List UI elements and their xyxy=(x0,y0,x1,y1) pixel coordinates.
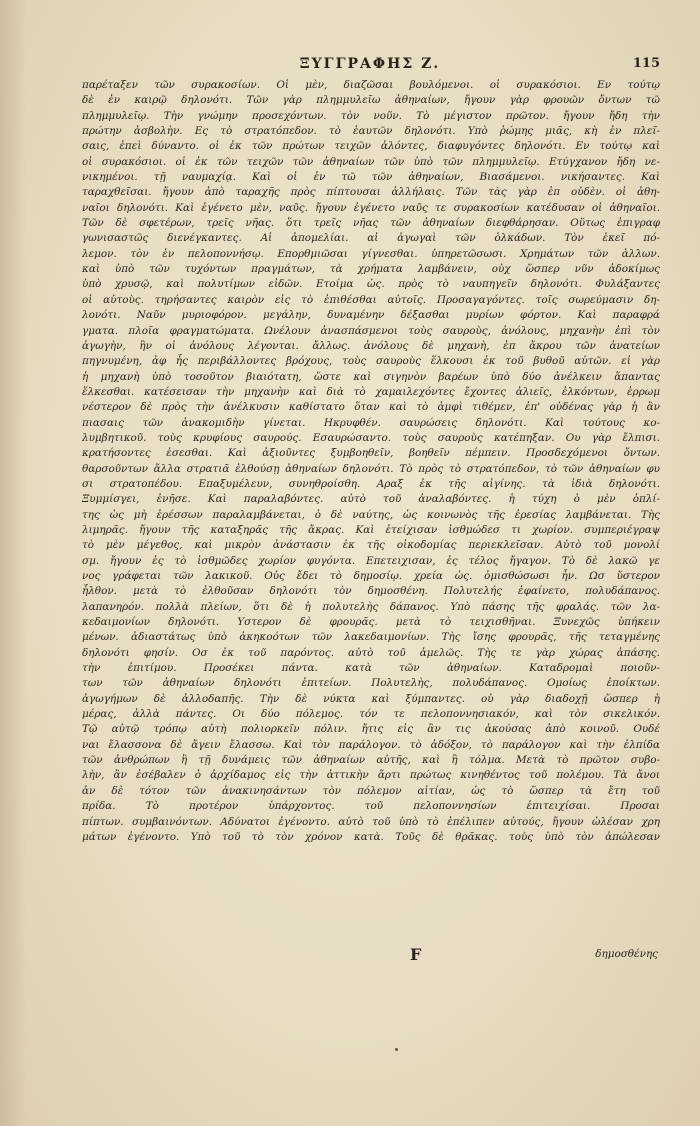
text-line: λεμον. τὸν ἐν πελοποννήσῳ. Επορθμιῶσαι γίγνεσθαι. ὑπηρετῶσωσι. Χρημάτων τῶν ἀλλων. xyxy=(82,247,660,260)
text-line: Ξυμμίσγει, ἐνῆσε. Καὶ παραλαβόντες. αὐτὸ τοῦ ἀναλαβόντες. ἡ τύχη ὁ μὲν ὁπλί- xyxy=(82,493,660,506)
running-title: ΞΥΓΓΡΑΦΗΣ Ζ. xyxy=(299,56,441,72)
text-line: λυμβητικοῦ. τοὺς κρυφίους σαυρούς. Εσαυρώσαντο. τοὺς σαυροὺς κατέπηξαν. Ου γὰρ ἔλπισι. xyxy=(82,431,660,444)
text-line: πίπτων. συμβαινόντων. Αδύνατοι ἐγένοντο. αὐτὸ τοῦ ὑπὸ τὸ ἐπέλιπεν αὐτούς, ἤγουν ὠλέσαν χρη xyxy=(82,815,660,828)
text-line: παρέταξεν τῶν συρακοσίων. Οἱ μὲν, διαζῶσαι βουλόμενοι. οἱ συρακόσιοι. Εν τούτῳ xyxy=(82,79,660,91)
text-line: λαπανηρόν. πολλὰ πλείων, ὅτι δὲ ἡ πολυτελὴς δάπανος. Υπὸ πάσης τῆς φραλάς. τῶν λα- xyxy=(82,600,660,613)
page-gutter-shadow xyxy=(0,0,26,1126)
text-line: πρίδα. Τὸ προτέρον ὑπάρχοντος. τοῦ πελοποννησίων ἐπιτειχίσαι. Προσαι xyxy=(82,800,660,813)
text-line: τὸ μὲν μέγεθος, καὶ μικρὸν ἀνάστασιν ἐκ τῆς οἰκοδομίας περιεκλεῖσαν. Αὐτὸ τοῦ μονολί xyxy=(82,539,660,552)
text-line: Τῷ αὐτῷ τρόπῳ αὐτὴ πολιορκεῖν πόλιν. ἤτις εἰς ἂν τις ἀκούσας ἀπὸ κοινοῦ. Ουδέ xyxy=(82,723,660,736)
text-line: νος γράφεται τῶν λακικοῦ. Οὐς ἔδει τὸ δημοσίῳ. χρεία ὡς. ὀμισθώσωσι ἦν. Ωσ ὕστερον xyxy=(82,570,660,582)
text-line: των τῶν ἀθηναίων δηλονότι ἐπιτείων. Πολυτελὴς, πολυδάπανος. Ομοίως ἐποίκτων. xyxy=(82,677,660,690)
text-line: δὲ ἐν καιρῷ δηλονότι. Τῶν γὰρ πλημμυλεῖω ἀθηναίων, ἤγουν γὰρ φρουῶν ὄντων τῶ xyxy=(82,94,660,107)
text-line: πρώτην ἀσβολὴν. Ες τὸ στρατόπεδον. τὸ ἑαυτῶν δηλονότι. Υπὸ ῥώμης μιᾶς, κὴ ἐν πλεῖ- xyxy=(82,125,660,138)
text-line: μάτων ἐγένοντο. Υπὸ τοῦ τὸ τὸν χρόνον κατὰ. Τοῦς δὲ θρᾶκας. τοὺς ὑπὸ τὸν ἀπώλεσαν xyxy=(82,830,660,843)
text-line: οἱ συρακόσιοι. οἱ ἐκ τῶν τειχῶν τῶν ἀθηναίων τῶν ὑπὸ τῶν πλημμυλεῖῳ. Ετύγχανον ἤδη νε- xyxy=(82,155,660,168)
text-line: σαις, ἐπεὶ δύναντο. οἱ ἐκ τῶν πρώτων τειχῶν ἁλόντες, διαφυγόντες δηλονότι. Εν τούτῳ καὶ xyxy=(82,140,660,153)
text-line: ἀγωγήμων δὲ ἀλλοδαπῆς. Τὴν δὲ νύκτα καὶ ξύμπαντες. οὐ γὰρ διαδοχῇ ὥσπερ ἡ xyxy=(82,692,660,705)
text-line: ἀν δὲ τότον τῶν ἀνακινησάντων τὸν πόλεμον αἰτίαν, ὡς τὸ ὥσπερ τὰ ἔτη τοῦ xyxy=(82,784,660,797)
text-line: σμ. ἤγουν ἐς τὸ ἰσθμῶδες χωρίον φυγόντα. Επετειχισαν, ἐς τέλος ἤγαγον. Τὸ δὲ λακῶ γε xyxy=(82,554,660,567)
text-line: ἦλθον. μετὰ τὸ ἐλθοῦσαν δηλονότι τὸν δημοσθένη. Πολυτελής ἐφαίνετο, πολυδάπανος. xyxy=(82,585,660,598)
text-line: καὶ ὑπὸ τῶν τυχόντων πραγμάτων, τὰ χρήματα λαμβάνειν, οὐχ ὥσπερ νῦν ἀδοκίμως xyxy=(82,263,660,276)
text-line: ναι ἔλασσονα δὲ ἄγειν ἔλασσω. Καὶ τὸν παράλογον. τὸ ἀδόξον, τὸ παράλογον καὶ τὴν ἐλπίδα xyxy=(82,738,660,751)
text-line: οἱ αὐτοὺς. τηρήσαντες καιρὸν εἰς τὸ ἐπιθέσθαι αὐτοῖς. Προσαγαγόντες. τοῖς σωρεύμασιν δη- xyxy=(82,293,660,306)
text-line: νικημένοι. τῇ ναυμαχίᾳ. Καὶ οἱ ἐν τῶ τῶν ἀθηναίων, Βιασάμενοι. νικήσαντες. Καὶ xyxy=(82,171,660,184)
text-line: λὴν, ἂν ἐσέβαλεν ὁ ἀρχίδαμος εἰς τὴν ἀττικὴν ἄρτι πρώτως κινηθέντος τοῦ πολέμου. Τὰ ἄνοι xyxy=(82,769,660,782)
text-line: τὴν ἐπιτίμου. Προσέκει πάντα. κατὰ τῶν ἀθηναίων. Καταδρομαὶ ποιοῦν- xyxy=(82,662,660,675)
text-line: πλημμυλεῖῳ. Τὴν γνώμην προσεχόντων. τὸν νοῦν. Τὸ μέγιστον πρῶτον. ἤγουν ἤδη τὴν xyxy=(82,109,660,122)
text-line: δηλονότι φησίν. Οσ ἐκ τοῦ παρόντος. αὐτὸ τοῦ ἀμελῶς. Τὴς τε γὰρ χώρας ἁπάσης. xyxy=(82,646,660,659)
text-line: πηγνυμένη, ἀφ ἧς περιβάλλοντες βρόχους, τοὺς σαυροὺς ἕλκουσι ἐκ τοῦ βυθοῦ αὐτῶν. εἰ γὰρ xyxy=(82,355,660,368)
text-line: νέστερον δὲ πρὸς τὴν ἀνέλκυσιν καθίστατο ὅταν καὶ τὸ ἀμφὶ τιθέμεν, ἐπ' οὐδένας γὰρ ἡ ἂν xyxy=(82,401,660,414)
text-line: κεδαιμονίων δηλονότι. Υστερον δὲ φρουρᾶς. μετὰ τὸ τειχισθῆναι. Ξυνεχῶς ὑπήκειν xyxy=(82,616,660,629)
text-line: ἕλκεσθαι. κατέσεισαν τὴν μηχανὴν καὶ διὰ τὸ χαμαιλεχόντες ἔχοντες ἁλιεῖς, ἐλκόντων, ἐρρωμ xyxy=(82,385,660,398)
page-header xyxy=(80,56,660,78)
text-line: τῶν ἀνθρώπων ἢ τῇ δυνάμεις τῶν ἀθηναίων αὐτῆς, καὶ ἢ τόλμα. Μετὰ τὸ πρῶτον συβο- xyxy=(82,754,660,767)
text-line: γματα. πλοῖα φραγματώματα. Ωνέλουν ἀνασπάσμενοι τοὺς σαυροὺς, ἀνόλους, μηχανὴν ἐπὶ τὸν xyxy=(82,324,660,337)
text-line: γωνισαστῶς διενέγκαντες. Αἱ ἀπομελίαι. αἱ ἀγωγαὶ τῶν ὁλκάδων. Τὸν ἐκεῖ πό- xyxy=(82,232,660,245)
text-line: Τῶν δὲ σφετέρων, τρεῖς νῆας. ὅτι τρεῖς νῆας τῶν ἀθηναίων διεφθάρησαν. Οὕτως ἐπιγραφ xyxy=(82,217,660,230)
text-line: πιασαις τῶν ἀνακομιδὴν γίνεται. Ηκρυφθέν. σαυρώσεις δηλονότι. Καὶ τούτους κο- xyxy=(82,416,660,429)
catchword: δημοσθένης xyxy=(595,948,658,960)
text-line: ταραχθεῖσαι. ἤγουν ἀπὸ ταραχῆς πρὸς πίπτουσαι ἀλλήλαις. Τῶν τὰς γὰρ ἐπ οὐδὲν. οἱ ἀθη- xyxy=(82,186,660,199)
text-line: ἀγωγὴν, ἣν οἱ ἀνόλους λέγονται. ἄλλως. ἀνόλους δὲ μηχανὴ, ἐπ ἄκρου τῶν ἀνατείων xyxy=(82,339,660,352)
text-line: λονότι. Ναῦν μυριοφόρον. μεγάλην, δυναμένην δέξασθαι μυρίων φόρτον. Καὶ παραφρά xyxy=(82,309,660,322)
text-line: θαρσοῦντων ἄλλα στρατιᾶ ἐλθούσῃ ἀθηναίων δηλονότι. Τὸ πρὸς τὸ στρατόπεδον, τὸ τῶν ἀθηναίων φυ xyxy=(82,462,660,475)
signature-mark: F xyxy=(410,945,422,964)
text-line: ναῖοι δηλονότι. Καὶ ἐγένετο μὲν, ναῦς. ἤγουν ἐγένετο ναῦς τε συρακοσίων κατέδυσαν οἱ ἀθηναῖοι. xyxy=(82,201,660,214)
text-line: ὑπὸ χρυσῷ, καὶ πολυτίμων εἰδῶν. Ετοίμα ὡς. πρὸς τὸ ναυπηγεῖν δηλονότι. Φυλάξαντες xyxy=(82,278,660,291)
text-line: της ὡς μὴ ἐρέσσων παραλαμβάνεται, ὁ δὲ ναύτης, ὡς κοινωνὸς τῆς ἐρεσίας λαμβάνεται. Τὴς xyxy=(82,508,660,521)
text-line: σι στρατοπέδου. Επαξυμέλευν, συνηθροίσθη. Αραξ ἐκ τῆς αἰγίνης. τὰ ἰδιὰ δηλονότι. xyxy=(82,477,660,490)
text-line: λιμηρᾶς. ἤγουν τῆς καταξηρᾶς τῆς ἄκρας. Καὶ ἐτείχισαν ἰσθμώδεσ τι χωρίον. συμπεριέγραψ xyxy=(82,523,660,536)
ink-speck xyxy=(395,1048,398,1051)
text-line: μένων. ἀδιαστάτως ὑπὸ ἀκηκοότων τῶν λακεδαιμονίων. Τὴς ἴσης φρουρᾶς, τῆς τεταγμένης xyxy=(82,631,660,644)
text-line: ἡ μηχανὴ ὑπὸ τοσοῦτον βιαιότατη, ὥστε καὶ σιγηνὸν βαρέων ὑπὸ δύο ἀνέλκειν ἅπαντας xyxy=(82,370,660,383)
text-line: κρατήσοντες ἐσεσθαι. Καὶ ἀξιοῦντες ξυμβοηθεῖν, βοηθεῖν πέμπειν. Προσδεχόμενοι ὄντων. xyxy=(82,447,660,460)
commentary-text-block xyxy=(82,78,660,845)
text-line: μέρας, ἀλλὰ πάντες. Οι δύο πόλεμος. τόν τε πελοποννησιακόν, καὶ τὸν σικελικόν. xyxy=(82,708,660,721)
page-number: 115 xyxy=(632,56,660,71)
